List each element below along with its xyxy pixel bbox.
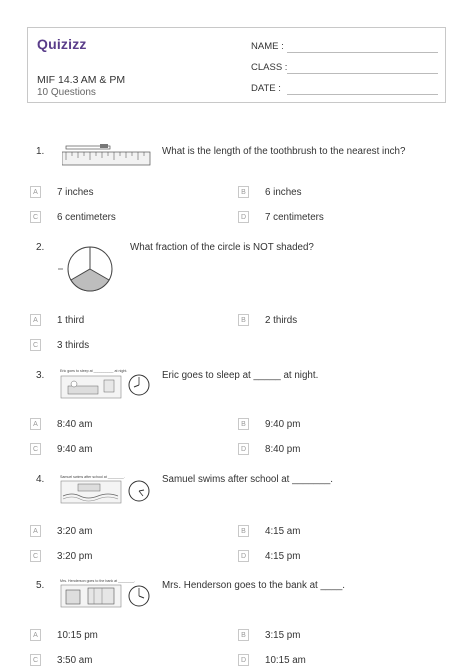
question-text: Samuel swims after school at _______. bbox=[162, 474, 333, 485]
option-b-text: 2 thirds bbox=[265, 315, 298, 326]
option-c-text: 3:50 am bbox=[57, 655, 93, 666]
option-a-box[interactable]: A bbox=[30, 314, 41, 326]
date-field[interactable] bbox=[287, 94, 438, 95]
option-a-box[interactable]: A bbox=[30, 418, 41, 430]
swim-clock-image bbox=[58, 472, 154, 506]
option-c-box[interactable]: C bbox=[30, 550, 41, 562]
question-number: 2. bbox=[36, 242, 45, 253]
option-a-text: 1 third bbox=[57, 315, 85, 326]
option-c-box[interactable]: C bbox=[30, 339, 41, 351]
option-a-box[interactable]: A bbox=[30, 525, 41, 537]
bank-clock-image bbox=[58, 576, 154, 610]
option-b-text: 3:15 pm bbox=[265, 630, 301, 641]
image-caption: Mrs. Henderson goes to the bank at ________. bbox=[60, 579, 136, 583]
option-b-text: 9:40 pm bbox=[265, 419, 301, 430]
option-c-text: 3 thirds bbox=[57, 340, 90, 351]
option-b-box[interactable]: B bbox=[238, 629, 249, 641]
question-number: 5. bbox=[36, 580, 45, 591]
option-d-text: 4:15 pm bbox=[265, 551, 301, 562]
option-c-text: 3:20 pm bbox=[57, 551, 93, 562]
question-text: Eric goes to sleep at _____ at night. bbox=[162, 370, 319, 381]
ruler-toothbrush-image bbox=[62, 144, 152, 166]
question-text: What fraction of the circle is NOT shaded? bbox=[130, 242, 314, 253]
name-field[interactable] bbox=[287, 52, 438, 53]
option-b-box[interactable]: B bbox=[238, 525, 249, 537]
option-d-text: 8:40 pm bbox=[265, 444, 301, 455]
worksheet-title: MIF 14.3 AM & PM bbox=[37, 74, 126, 86]
question-text: Mrs. Henderson goes to the bank at ____. bbox=[162, 580, 345, 591]
option-a-text: 3:20 am bbox=[57, 526, 93, 537]
option-a-box[interactable]: A bbox=[30, 629, 41, 641]
question-number: 3. bbox=[36, 370, 45, 381]
question-number: 4. bbox=[36, 474, 45, 485]
question-number: 1. bbox=[36, 146, 45, 157]
option-b-text: 4:15 am bbox=[265, 526, 301, 537]
class-field[interactable] bbox=[287, 73, 438, 74]
option-a-text: 7 inches bbox=[57, 187, 94, 198]
worksheet-header bbox=[27, 27, 446, 103]
circle-thirds-image bbox=[54, 244, 116, 294]
option-c-text: 6 centimeters bbox=[57, 212, 116, 223]
option-d-box[interactable]: D bbox=[238, 211, 249, 223]
name-label: NAME : bbox=[251, 41, 284, 52]
question-text: What is the length of the toothbrush to the nearest inch? bbox=[162, 146, 406, 157]
quizizz-logo: Quizizz bbox=[37, 36, 87, 52]
option-a-text: 8:40 am bbox=[57, 419, 93, 430]
option-c-text: 9:40 am bbox=[57, 444, 93, 455]
option-c-box[interactable]: C bbox=[30, 654, 41, 666]
option-c-box[interactable]: C bbox=[30, 443, 41, 455]
question-count: 10 Questions bbox=[37, 87, 96, 98]
option-b-box[interactable]: B bbox=[238, 314, 249, 326]
option-c-box[interactable]: C bbox=[30, 211, 41, 223]
option-d-box[interactable]: D bbox=[238, 550, 249, 562]
option-d-box[interactable]: D bbox=[238, 443, 249, 455]
sleep-clock-image bbox=[58, 366, 154, 400]
option-d-text: 10:15 am bbox=[265, 655, 306, 666]
class-label: CLASS : bbox=[251, 62, 288, 73]
image-caption: Eric goes to sleep at __________ at night. bbox=[60, 369, 128, 373]
option-a-text: 10:15 pm bbox=[57, 630, 98, 641]
date-label: DATE : bbox=[251, 83, 281, 94]
image-caption: Samuel swims after school at ________. bbox=[60, 475, 125, 479]
option-a-box[interactable]: A bbox=[30, 186, 41, 198]
option-d-text: 7 centimeters bbox=[265, 212, 324, 223]
option-b-text: 6 inches bbox=[265, 187, 302, 198]
option-d-box[interactable]: D bbox=[238, 654, 249, 666]
option-b-box[interactable]: B bbox=[238, 186, 249, 198]
option-b-box[interactable]: B bbox=[238, 418, 249, 430]
